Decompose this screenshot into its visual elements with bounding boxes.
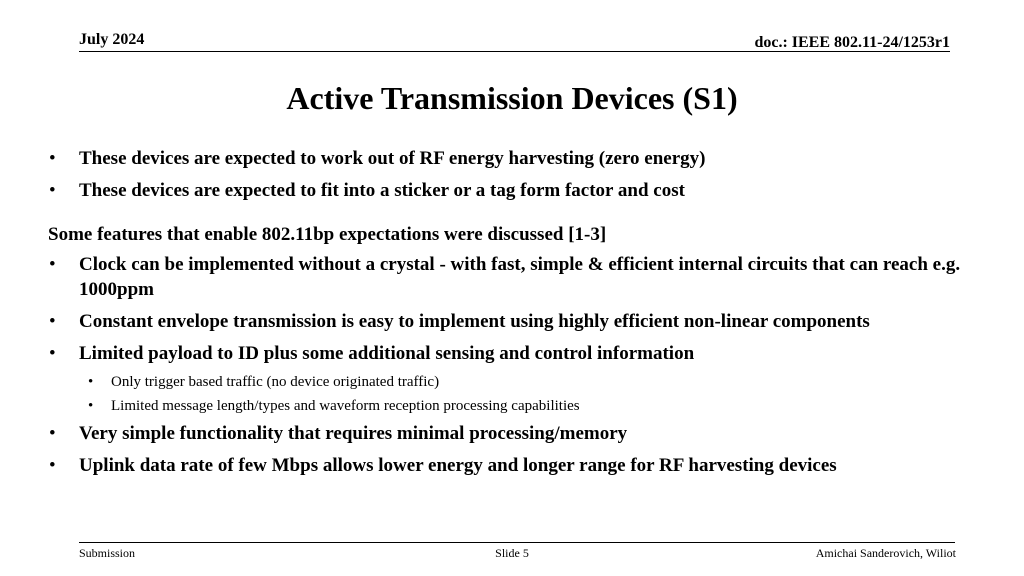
bullet-text: Uplink data rate of few Mbps allows lower energy and longer range for RF harvesting devices [79, 455, 837, 476]
bullet-dot: • [49, 455, 56, 476]
features-heading: Some features that enable 802.11bp expectations were discussed [1-3] [48, 224, 607, 245]
header-date: July 2024 [79, 31, 145, 48]
header-doc-id: doc.: IEEE 802.11-24/1253r1 [754, 34, 950, 51]
header-divider [79, 51, 950, 52]
sub-bullet-item [48, 373, 988, 392]
footer-divider [79, 542, 955, 543]
bullet-text: Constant envelope transmission is easy to implement using highly efficient non-linear components [79, 311, 870, 332]
bullet-dot: • [49, 343, 56, 364]
slide-title: Active Transmission Devices (S1) [286, 80, 738, 116]
footer-slide-number: Slide 5 [495, 546, 529, 560]
bullet-dot: • [49, 423, 56, 444]
sub-bullet-text: Only trigger based traffic (no device originated traffic) [111, 374, 440, 390]
bullet-item [48, 252, 988, 302]
bullet-text: These devices are expected to work out of RF energy harvesting (zero energy) [79, 148, 706, 169]
footer-author: Amichai Sanderovich, Wiliot [815, 546, 956, 560]
slide-body [48, 146, 988, 485]
bullet-text: Clock can be implemented without a crystal - with fast, simple & efficient internal circuits that can reach e.g. 1000ppm [79, 254, 961, 300]
bullet-item [48, 341, 988, 366]
bullet-item [48, 178, 988, 203]
bullet-item [48, 421, 988, 446]
bullet-text: Limited payload to ID plus some additional sensing and control information [79, 343, 695, 364]
sub-bullet-dot: • [88, 398, 94, 414]
bullet-text: These devices are expected to fit into a sticker or a tag form factor and cost [79, 180, 685, 201]
bullet-dot: • [49, 180, 56, 201]
bullet-dot: • [49, 311, 56, 332]
bullet-dot: • [49, 148, 56, 169]
sub-bullet-dot: • [88, 374, 94, 390]
sub-bullet-text: Limited message length/types and waveform reception processing capabilities [111, 398, 580, 414]
sub-bullet-item [48, 397, 988, 416]
footer-submission: Submission [79, 546, 136, 560]
bullet-item [48, 309, 988, 334]
bullet-item [48, 146, 988, 171]
bullet-dot: • [49, 254, 56, 275]
bullet-item [48, 453, 988, 478]
bullet-text: Very simple functionality that requires minimal processing/memory [79, 423, 628, 444]
